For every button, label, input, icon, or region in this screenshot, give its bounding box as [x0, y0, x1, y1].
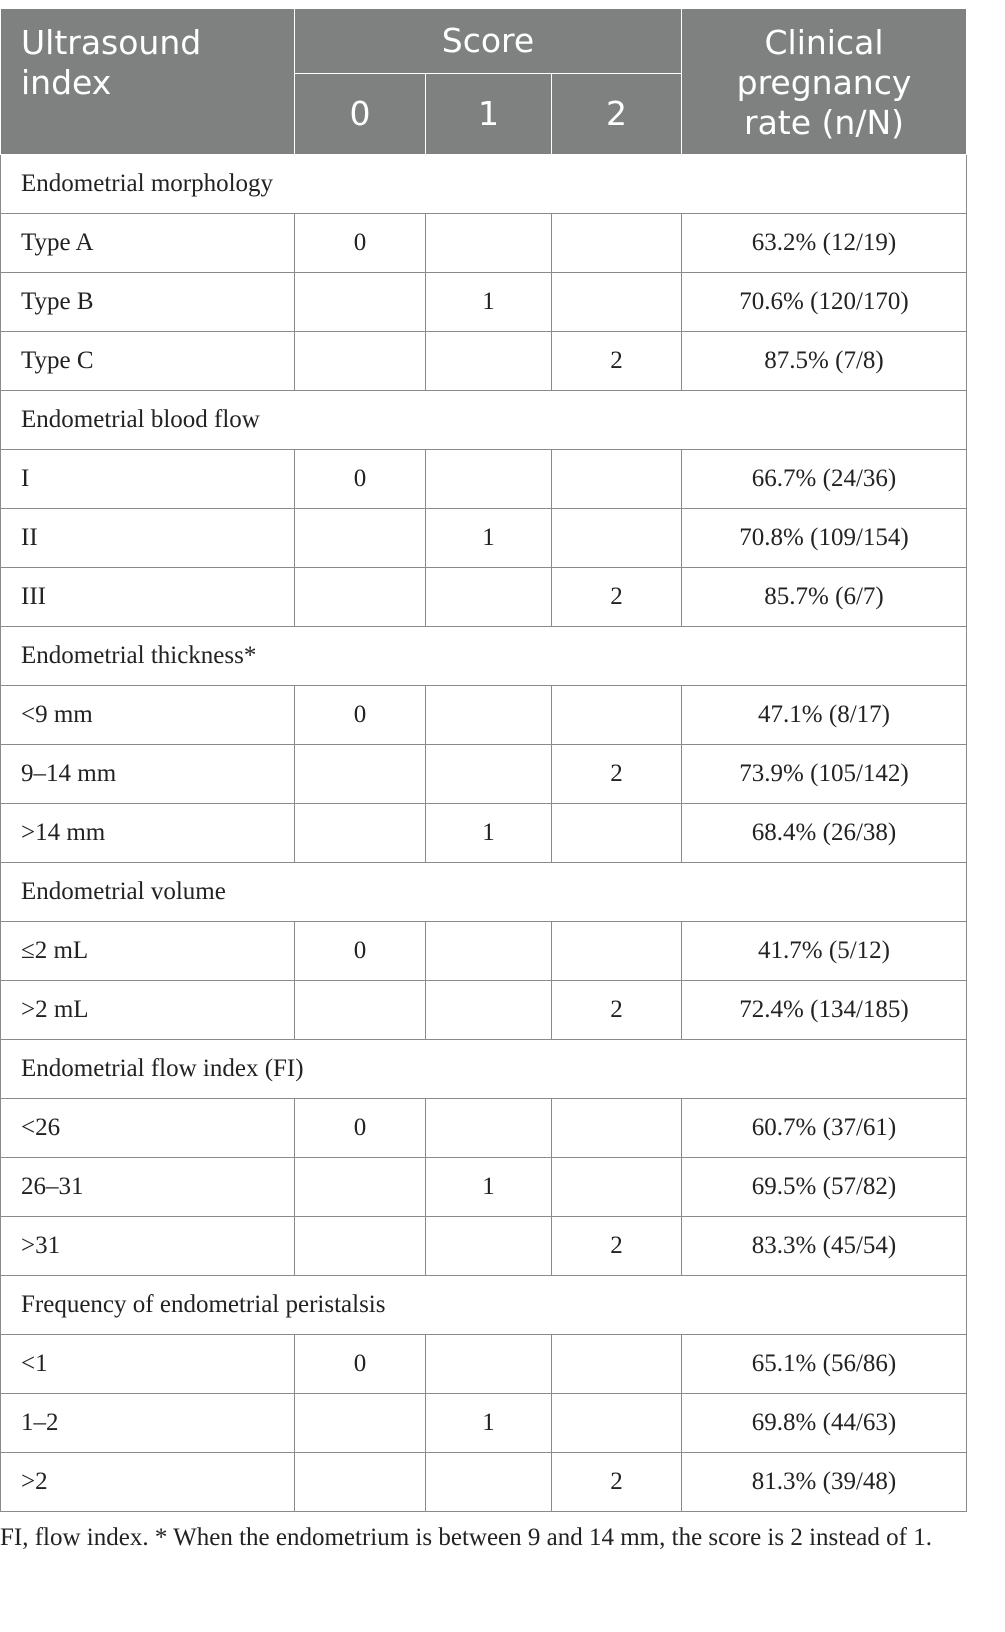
score-cell-0 — [295, 1158, 426, 1217]
score-cell-1 — [426, 1099, 552, 1158]
table-container — [0, 8, 966, 1512]
row-label: >14 mm — [1, 804, 295, 863]
score-cell-0 — [295, 1453, 426, 1512]
score-cell-2: 2 — [552, 568, 682, 627]
table-row — [1, 1335, 967, 1394]
score-cell-2: 2 — [552, 1217, 682, 1276]
pregnancy-rate-cell: 68.4% (26/38) — [682, 804, 967, 863]
score-cell-0: 0 — [295, 450, 426, 509]
table-body — [1, 155, 967, 1512]
score-cell-0 — [295, 981, 426, 1040]
section-row — [1, 627, 967, 686]
table-row — [1, 922, 967, 981]
row-label: Type C — [1, 332, 295, 391]
pregnancy-rate-cell: 81.3% (39/48) — [682, 1453, 967, 1512]
section-row — [1, 1276, 967, 1335]
table-row — [1, 509, 967, 568]
score-cell-2 — [552, 922, 682, 981]
score-cell-1 — [426, 1335, 552, 1394]
score-cell-0: 0 — [295, 922, 426, 981]
pregnancy-rate-cell: 83.3% (45/54) — [682, 1217, 967, 1276]
section-title: Endometrial thickness* — [1, 627, 967, 686]
score-cell-0 — [295, 1217, 426, 1276]
pregnancy-rate-cell: 69.8% (44/63) — [682, 1394, 967, 1453]
score-cell-0 — [295, 1394, 426, 1453]
score-cell-0 — [295, 273, 426, 332]
score-cell-2 — [552, 450, 682, 509]
row-label: <9 mm — [1, 686, 295, 745]
section-row — [1, 1040, 967, 1099]
table-row — [1, 450, 967, 509]
score-cell-1 — [426, 1453, 552, 1512]
score-cell-1: 1 — [426, 804, 552, 863]
pregnancy-rate-cell: 60.7% (37/61) — [682, 1099, 967, 1158]
table-row — [1, 568, 967, 627]
header-clinical-pregnancy-rate-text: Clinical pregnancy rate (n/N) — [736, 23, 912, 142]
score-cell-1: 1 — [426, 273, 552, 332]
table-row — [1, 745, 967, 804]
score-cell-0 — [295, 332, 426, 391]
score-cell-0 — [295, 568, 426, 627]
section-row — [1, 155, 967, 214]
header-ultrasound-index: Ultrasound index — [1, 9, 295, 155]
table-row — [1, 1453, 967, 1512]
score-cell-1 — [426, 686, 552, 745]
pregnancy-rate-cell: 70.6% (120/170) — [682, 273, 967, 332]
table-header — [1, 9, 967, 155]
table-row — [1, 1394, 967, 1453]
score-cell-1 — [426, 568, 552, 627]
header-score-2: 2 — [552, 74, 682, 155]
row-label: ≤2 mL — [1, 922, 295, 981]
section-title: Frequency of endometrial peristalsis — [1, 1276, 967, 1335]
pregnancy-rate-cell: 73.9% (105/142) — [682, 745, 967, 804]
header-clinical-pregnancy-rate — [682, 9, 967, 155]
row-label: II — [1, 509, 295, 568]
table-row — [1, 981, 967, 1040]
score-cell-2 — [552, 1099, 682, 1158]
section-title: Endometrial blood flow — [1, 391, 967, 450]
row-label: >2 mL — [1, 981, 295, 1040]
score-cell-2 — [552, 509, 682, 568]
pregnancy-rate-cell: 41.7% (5/12) — [682, 922, 967, 981]
row-label: I — [1, 450, 295, 509]
score-cell-1: 1 — [426, 1158, 552, 1217]
score-cell-1: 1 — [426, 509, 552, 568]
table-row — [1, 1158, 967, 1217]
section-title: Endometrial volume — [1, 863, 967, 922]
score-cell-2 — [552, 1335, 682, 1394]
score-cell-1 — [426, 332, 552, 391]
row-label: 9–14 mm — [1, 745, 295, 804]
pregnancy-rate-cell: 69.5% (57/82) — [682, 1158, 967, 1217]
score-cell-0 — [295, 509, 426, 568]
header-score: Score — [295, 9, 682, 74]
score-cell-2 — [552, 804, 682, 863]
row-label: <1 — [1, 1335, 295, 1394]
score-cell-0: 0 — [295, 1335, 426, 1394]
pregnancy-rate-cell: 63.2% (12/19) — [682, 214, 967, 273]
row-label: Type B — [1, 273, 295, 332]
score-cell-2 — [552, 1394, 682, 1453]
score-cell-2: 2 — [552, 1453, 682, 1512]
table-row — [1, 1099, 967, 1158]
score-cell-0 — [295, 804, 426, 863]
table-row — [1, 804, 967, 863]
score-cell-2: 2 — [552, 745, 682, 804]
pregnancy-rate-cell: 70.8% (109/154) — [682, 509, 967, 568]
header-score-0: 0 — [295, 74, 426, 155]
score-cell-2 — [552, 214, 682, 273]
section-title: Endometrial morphology — [1, 155, 967, 214]
pregnancy-rate-cell: 85.7% (6/7) — [682, 568, 967, 627]
pregnancy-rate-cell: 87.5% (7/8) — [682, 332, 967, 391]
score-cell-2: 2 — [552, 332, 682, 391]
score-cell-1 — [426, 214, 552, 273]
section-title: Endometrial flow index (FI) — [1, 1040, 967, 1099]
score-cell-0: 0 — [295, 686, 426, 745]
pregnancy-rate-cell: 65.1% (56/86) — [682, 1335, 967, 1394]
section-row — [1, 391, 967, 450]
row-label: >31 — [1, 1217, 295, 1276]
row-label: Type A — [1, 214, 295, 273]
table-row — [1, 332, 967, 391]
score-cell-0: 0 — [295, 214, 426, 273]
row-label: 1–2 — [1, 1394, 295, 1453]
row-label: III — [1, 568, 295, 627]
pregnancy-rate-cell: 72.4% (134/185) — [682, 981, 967, 1040]
score-cell-1 — [426, 922, 552, 981]
table-footnote: FI, flow index. * When the endometrium is between 9 and 14 mm, the score is 2 instead of 1. — [0, 1524, 932, 1551]
row-label: >2 — [1, 1453, 295, 1512]
ultrasound-score-table — [0, 8, 967, 1512]
score-cell-2 — [552, 1158, 682, 1217]
score-cell-1: 1 — [426, 1394, 552, 1453]
section-row — [1, 863, 967, 922]
table-row — [1, 273, 967, 332]
score-cell-1 — [426, 745, 552, 804]
table-row — [1, 1217, 967, 1276]
score-cell-0: 0 — [295, 1099, 426, 1158]
score-cell-2 — [552, 273, 682, 332]
score-cell-2: 2 — [552, 981, 682, 1040]
score-cell-1 — [426, 981, 552, 1040]
score-cell-1 — [426, 1217, 552, 1276]
score-cell-1 — [426, 450, 552, 509]
table-row — [1, 214, 967, 273]
row-label: 26–31 — [1, 1158, 295, 1217]
score-cell-2 — [552, 686, 682, 745]
header-score-1: 1 — [426, 74, 552, 155]
table-row — [1, 686, 967, 745]
pregnancy-rate-cell: 47.1% (8/17) — [682, 686, 967, 745]
row-label: <26 — [1, 1099, 295, 1158]
pregnancy-rate-cell: 66.7% (24/36) — [682, 450, 967, 509]
score-cell-0 — [295, 745, 426, 804]
